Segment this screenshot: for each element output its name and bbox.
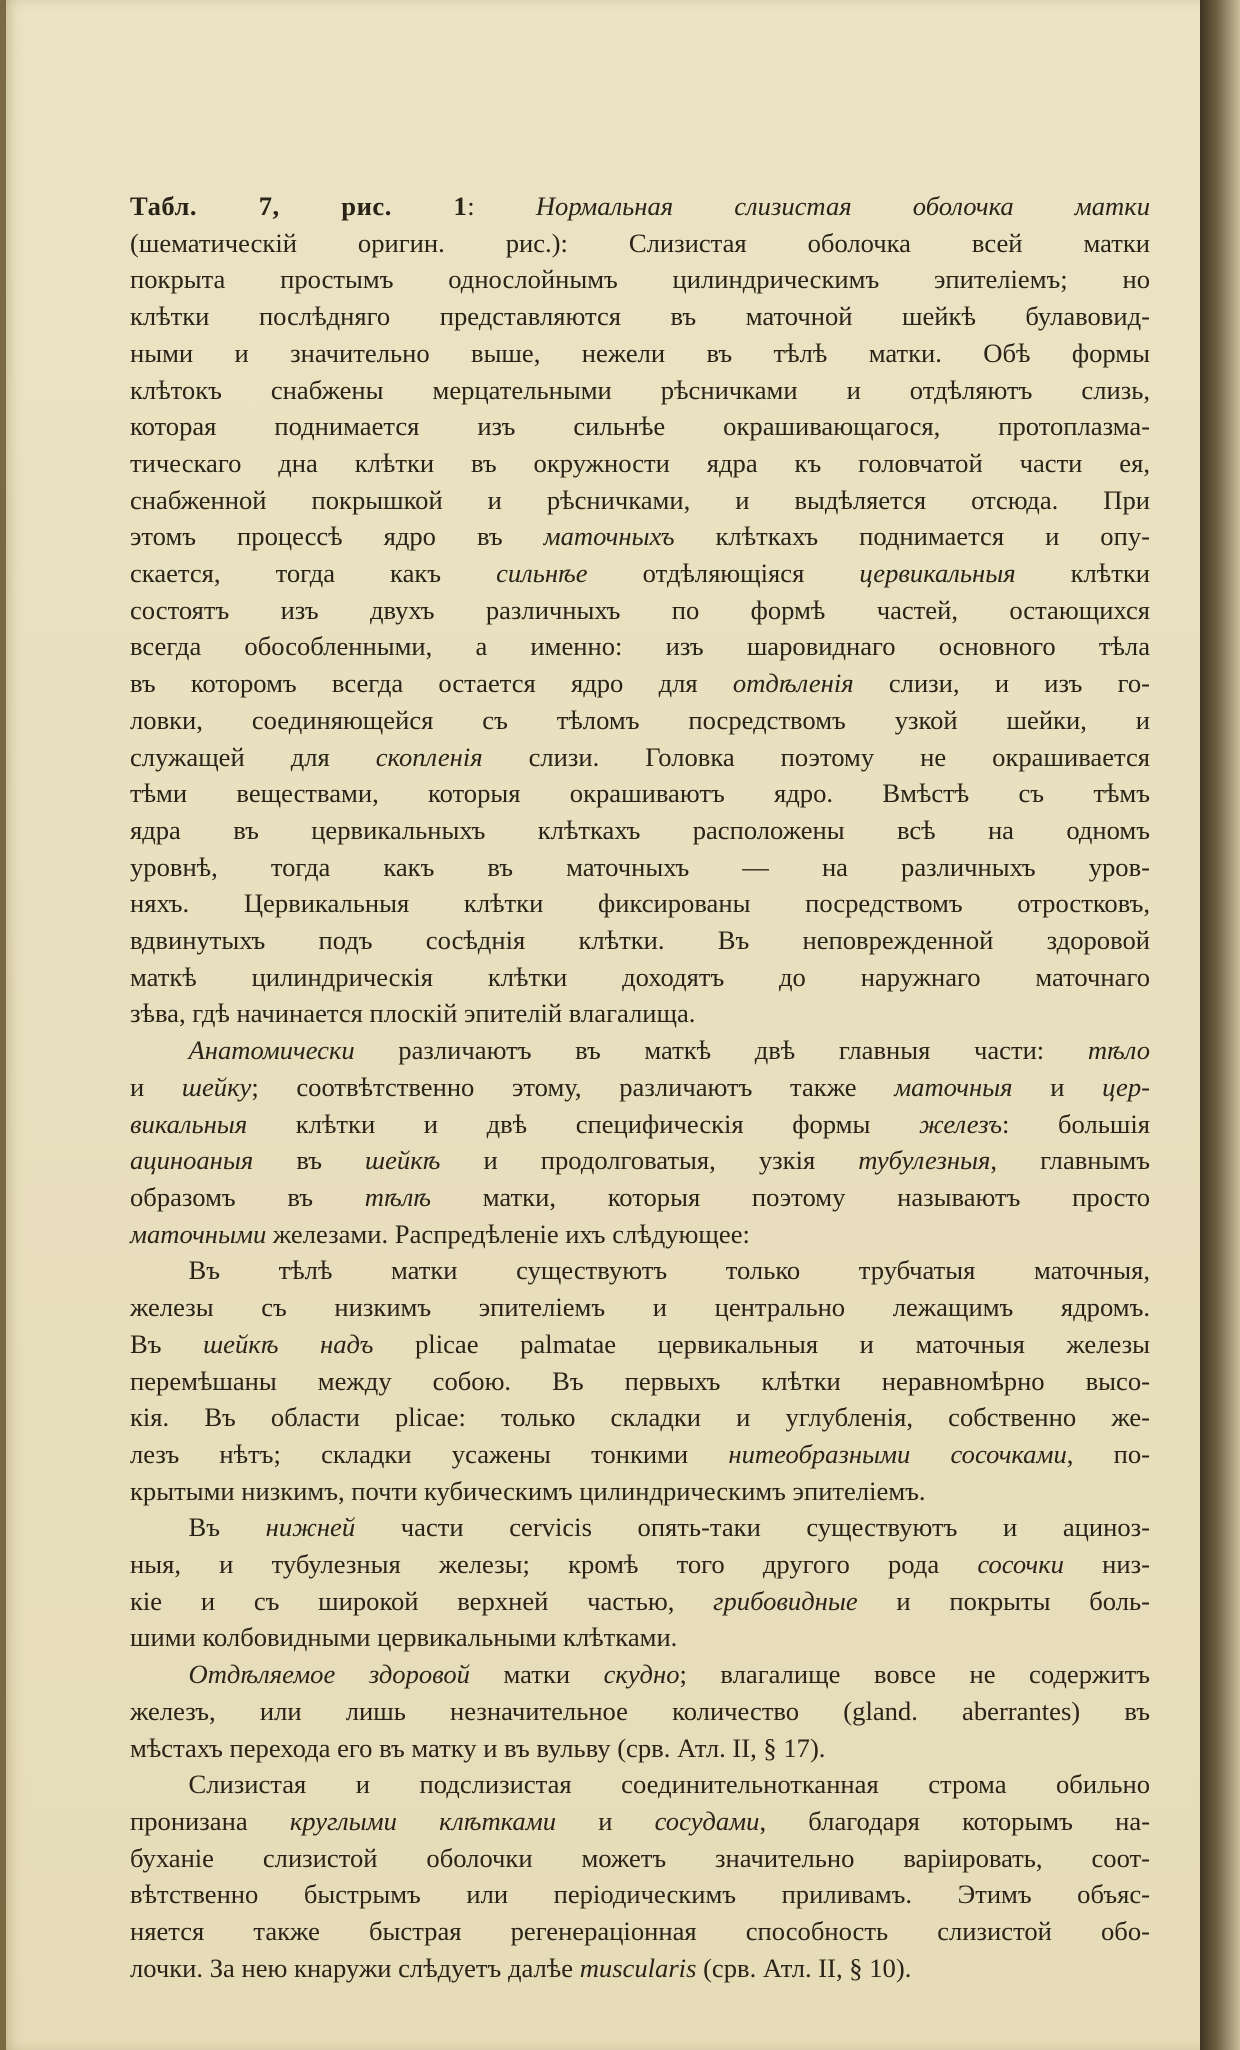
- text-run: снабженной покрышкой и рѣсничками, и выдѣляется отсюда. При: [130, 484, 1150, 515]
- text-line: [130, 885, 1150, 922]
- text-line: [130, 1106, 1150, 1143]
- text-run: тѣми веществами, которыя окрашиваютъ ядро. Вмѣстѣ съ тѣмъ: [130, 778, 1150, 809]
- text-line: [130, 1619, 1150, 1656]
- text-line: [130, 1730, 1150, 1767]
- text-run: (шематическій оригин. рис.): Слизистая оболочка всей матки: [130, 227, 1150, 258]
- italic-term: викальныя: [130, 1108, 248, 1139]
- text-run: няхъ. Цервикальныя клѣтки фиксированы посредствомъ отростковъ,: [130, 888, 1150, 919]
- italic-term: сильнѣе: [496, 558, 588, 589]
- text-run: клѣтки послѣдняго представляются въ маточной шейкѣ булавовид-: [130, 301, 1150, 332]
- italic-term: шейкѣ: [365, 1145, 441, 1176]
- text-line: [130, 1509, 1150, 1546]
- text-run: служащей для: [130, 741, 376, 772]
- text-run: этомъ процессѣ ядро въ: [130, 521, 544, 552]
- text-run: матки: [469, 1659, 604, 1690]
- text-run: и: [1012, 1071, 1103, 1102]
- text-line: [130, 959, 1150, 996]
- text-line: [130, 408, 1150, 445]
- text-line: [130, 1326, 1150, 1363]
- text-line: [130, 812, 1150, 849]
- text-line: [130, 1583, 1150, 1620]
- figure-reference: Табл. 7, рис. 1: [130, 191, 468, 221]
- text-run: кія. Въ области plicae: только складки и углубленія, собственно же-: [130, 1402, 1150, 1433]
- text-run: ; соотвѣтственно этому, различаютъ также: [251, 1071, 895, 1102]
- italic-term: шейку: [181, 1071, 252, 1102]
- text-line: [130, 1840, 1150, 1877]
- text-line: [130, 995, 1150, 1032]
- text-run: и продолговатыя, узкія: [440, 1145, 859, 1176]
- text-line: [130, 335, 1150, 372]
- italic-term: маточныя: [894, 1071, 1013, 1102]
- text-run: всегда обособленными, а именно: изъ шаровиднаго основного тѣла: [130, 631, 1150, 662]
- italic-term: нижней: [265, 1512, 356, 1543]
- italic-term: грибовидные: [713, 1585, 858, 1616]
- text-run: Въ: [188, 1512, 266, 1543]
- text-run: образомъ въ: [130, 1181, 365, 1212]
- italic-term: Анатомически: [188, 1035, 355, 1066]
- text-run: уровнѣ, тогда какъ въ маточныхъ — на различныхъ уров-: [130, 851, 1150, 882]
- text-run: маткѣ цилиндрическія клѣтки доходятъ до наружнаго маточнаго: [130, 961, 1150, 992]
- text-run: тическаго дна клѣтки въ окружности ядра къ головчатой части ея,: [130, 447, 1150, 478]
- text-run: Въ: [130, 1328, 204, 1359]
- text-run: железы съ низкимъ эпителіемъ и центрально лежащимъ ядромъ.: [130, 1292, 1150, 1323]
- italic-term: цервикальныя: [859, 558, 1016, 589]
- italic-term: маточными: [130, 1218, 267, 1249]
- text-run: ; влагалище вовсе не содержитъ: [679, 1659, 1150, 1690]
- italic-term: тѣло: [1087, 1035, 1150, 1066]
- text-line: [130, 739, 1150, 776]
- text-line: [130, 1766, 1150, 1803]
- body-text: [130, 188, 1150, 1986]
- text-line: [130, 555, 1150, 592]
- text-line: [130, 592, 1150, 629]
- text-run: клѣтокъ снабжены мерцательными рѣсничками и отдѣляютъ слизь,: [130, 374, 1150, 405]
- text-line: [130, 1069, 1150, 1106]
- text-line: [130, 1363, 1150, 1400]
- text-run: въ: [253, 1145, 366, 1176]
- text-line: [130, 225, 1150, 262]
- text-run: крытыми низкимъ, почти кубическимъ цилиндрическимъ эпителіемъ.: [130, 1475, 926, 1506]
- text-line: [130, 1216, 1150, 1253]
- italic-term: цер-: [1102, 1071, 1150, 1102]
- text-run: клѣткахъ поднимается и опу-: [674, 521, 1150, 552]
- text-run: матки, которыя поэтому называютъ просто: [431, 1181, 1150, 1212]
- text-run: ныя, и тубулезныя железы; кромѣ того другого рода: [130, 1549, 978, 1580]
- text-run: отдѣляющіяся: [587, 558, 860, 589]
- text-line: [130, 702, 1150, 739]
- text-line: [130, 1252, 1150, 1289]
- text-line: [130, 628, 1150, 665]
- text-run: части cervicis опять-таки существуютъ и ациноз-: [355, 1512, 1150, 1543]
- italic-term: скудно: [603, 1659, 680, 1690]
- text-run: состоятъ изъ двухъ различныхъ по формѣ частей, остающихся: [130, 594, 1150, 625]
- text-run: няется также быстрая регенераціонная способность слизистой обо-: [130, 1916, 1150, 1947]
- text-line: [130, 1032, 1150, 1069]
- text-run: вдвинутыхъ подъ сосѣднія клѣтки. Въ неповрежденной здоровой: [130, 925, 1150, 956]
- text-line: [130, 445, 1150, 482]
- text-run: буханіе слизистой оболочки можетъ значительно варіировать, соот-: [130, 1842, 1150, 1873]
- text-line: [130, 1399, 1150, 1436]
- text-run: ловки, соединяющейся съ тѣломъ посредствомъ узкой шейки, и: [130, 704, 1150, 735]
- text-line: [130, 482, 1150, 519]
- text-line: [130, 261, 1150, 298]
- text-run: клѣтки: [1015, 558, 1150, 589]
- text-line: [130, 1436, 1150, 1473]
- italic-term: тубулезныя: [858, 1145, 991, 1176]
- text-line: [130, 922, 1150, 959]
- italic-term: сосочки: [977, 1549, 1064, 1580]
- italic-term: Отдѣляемое здоровой: [188, 1659, 470, 1690]
- text-run: железъ, или лишь незначительное количество (gland. aberrantes) въ: [130, 1695, 1150, 1726]
- text-line: [130, 372, 1150, 409]
- text-run: plicae palmatae цервикальныя и маточныя железы: [373, 1328, 1150, 1359]
- text-run: которая поднимается изъ сильнѣе окрашивающагося, протоплазма-: [130, 411, 1150, 442]
- italic-term: круглыми клѣтками: [289, 1805, 556, 1836]
- text-run: , по-: [1066, 1438, 1151, 1469]
- text-run: мѣстахъ перехода его въ матку и въ вульву (срв. Атл. II, § 17).: [130, 1732, 826, 1763]
- text-run: железами. Распредѣленіе ихъ слѣдующее:: [266, 1218, 750, 1249]
- text-line: [130, 518, 1150, 555]
- text-run: и: [130, 1071, 182, 1102]
- text-line: [130, 665, 1150, 702]
- italic-term: тѣлѣ: [364, 1181, 432, 1212]
- italic-term: muscularis: [579, 1952, 697, 1983]
- text-run: пронизана: [130, 1805, 290, 1836]
- text-line: [130, 1803, 1150, 1840]
- text-run: (срв. Атл. II, § 10).: [696, 1952, 912, 1983]
- text-run: низ-: [1063, 1549, 1150, 1580]
- text-run: , главнымъ: [990, 1145, 1150, 1176]
- italic-term: отдѣленія: [732, 668, 854, 699]
- page-left-edge: [0, 0, 6, 2050]
- italic-term: железъ: [918, 1108, 1003, 1139]
- text-line: [130, 1693, 1150, 1730]
- text-run: зѣва, гдѣ начинается плоскій эпителій влагалища.: [130, 998, 696, 1029]
- text-line: [130, 188, 1150, 225]
- text-line: [130, 1876, 1150, 1913]
- page-right-edge: [1200, 0, 1240, 2050]
- text-run: , благодаря которымъ на-: [759, 1805, 1151, 1836]
- italic-term: нитеобразными сосочками: [728, 1438, 1067, 1469]
- text-run: клѣтки и двѣ специфическія формы: [247, 1108, 919, 1139]
- text-line: [130, 298, 1150, 335]
- text-line: [130, 1473, 1150, 1510]
- italic-term: сосудами: [654, 1805, 760, 1836]
- text-run: шими колбовидными цервикальными клѣтками.: [130, 1622, 678, 1653]
- text-run: Въ тѣлѣ матки существуютъ только трубчатыя маточныя,: [188, 1255, 1150, 1286]
- text-run: кіе и съ широкой верхней частью,: [130, 1585, 714, 1616]
- text-line: [130, 775, 1150, 812]
- text-run: :: [467, 191, 536, 221]
- text-line: [130, 1656, 1150, 1693]
- italic-term: маточныхъ: [543, 521, 675, 552]
- text-line: [130, 1179, 1150, 1216]
- text-run: и покрыты боль-: [857, 1585, 1150, 1616]
- text-run: ными и значительно выше, нежели въ тѣлѣ матки. Обѣ формы: [130, 337, 1150, 368]
- text-run: различаютъ въ маткѣ двѣ главныя части:: [354, 1035, 1088, 1066]
- text-run: вѣтственно быстрымъ или періодическимъ приливамъ. Этимъ объяс-: [130, 1879, 1150, 1910]
- text-run: : большія: [1002, 1108, 1151, 1139]
- italic-term: шейкѣ надъ: [203, 1328, 374, 1359]
- text-run: и: [556, 1805, 655, 1836]
- text-line: [130, 1950, 1150, 1987]
- text-line: [130, 1546, 1150, 1583]
- text-run: перемѣшаны между собою. Въ первыхъ клѣтки неравномѣрно высо-: [130, 1365, 1150, 1396]
- text-line: [130, 1142, 1150, 1179]
- text-run: Слизистая и подслизистая соединительнотканная строма обильно: [188, 1769, 1150, 1800]
- text-run: ядра въ цервикальныхъ клѣткахъ расположены всѣ на одномъ: [130, 814, 1150, 845]
- text-line: [130, 1289, 1150, 1326]
- text-run: лезъ нѣтъ; складки усажены тонкими: [130, 1438, 729, 1469]
- text-line: [130, 1913, 1150, 1950]
- text-run: слизи, и изъ го-: [853, 668, 1151, 699]
- text-line: [130, 849, 1150, 886]
- text-run: скается, тогда какъ: [130, 558, 497, 589]
- text-run: покрыта простымъ однослойнымъ цилиндрическимъ эпителіемъ; но: [130, 264, 1150, 295]
- text-run: слизи. Головка поэтому не окрашивается: [482, 741, 1150, 772]
- text-run: въ которомъ всегда остается ядро для: [130, 668, 733, 699]
- italic-term: Нормальная слизистая оболочка матки: [535, 191, 1150, 221]
- text-run: лочки. За нею кнаружи слѣдуетъ далѣе: [130, 1952, 580, 1983]
- italic-term: ациноаныя: [130, 1145, 254, 1176]
- italic-term: скопленія: [375, 741, 483, 772]
